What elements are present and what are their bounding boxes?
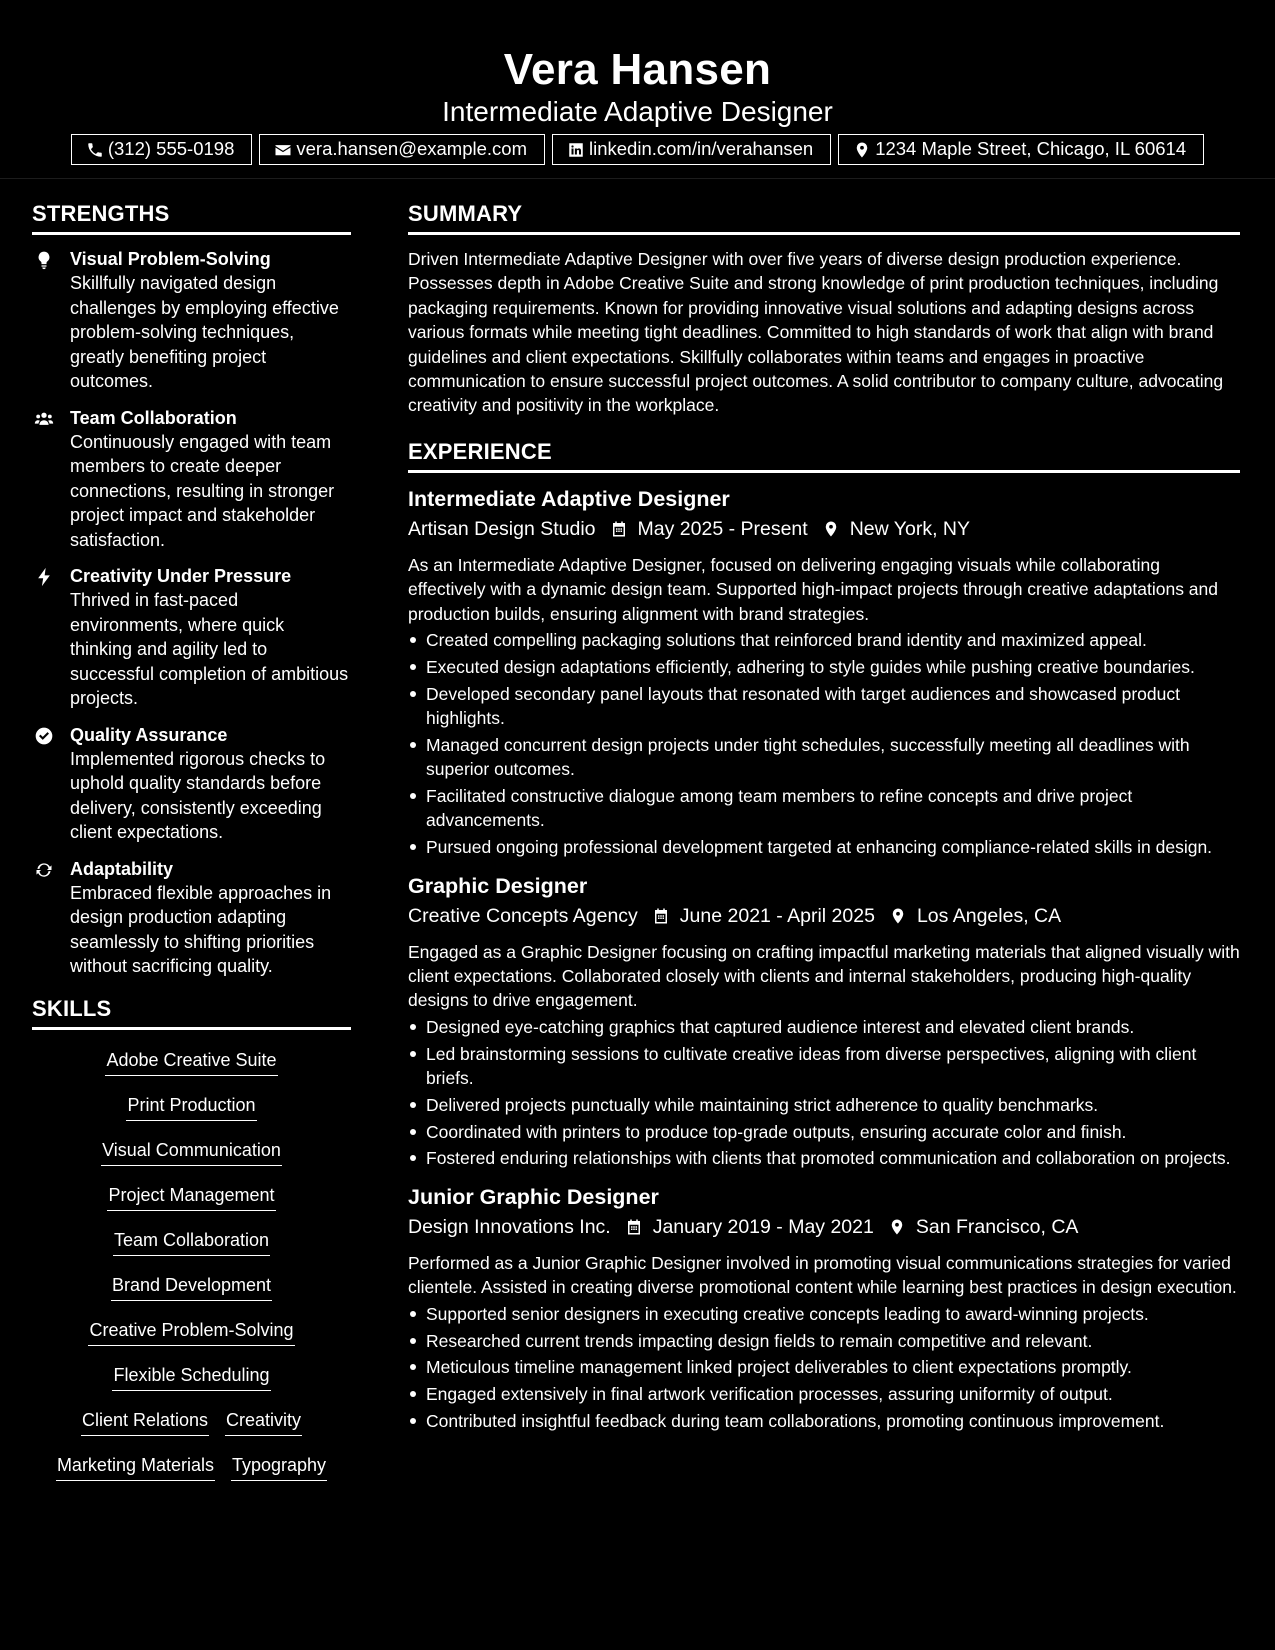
skill-row bbox=[32, 1363, 351, 1408]
map-pin-icon bbox=[888, 1218, 906, 1236]
bullet-item: Created compelling packaging solutions that reinforced brand identity and maximized appeal. bbox=[408, 628, 1240, 652]
strength-body bbox=[70, 247, 351, 394]
bullet-item: Engaged extensively in final artwork verification processes, assuring uniformity of output. bbox=[408, 1382, 1240, 1406]
bullet-item: Developed secondary panel layouts that resonated with target audiences and showcased product highlights. bbox=[408, 682, 1240, 731]
skill-tag: Creativity bbox=[225, 1408, 302, 1436]
skill-tag: Typography bbox=[231, 1453, 327, 1481]
strength-icon-wrap bbox=[32, 723, 70, 845]
experience-list bbox=[408, 485, 1240, 1433]
skill-tag: Adobe Creative Suite bbox=[105, 1048, 277, 1076]
strength-title: Creativity Under Pressure bbox=[70, 566, 292, 586]
map-pin-icon bbox=[889, 907, 907, 925]
map-pin-icon bbox=[822, 520, 840, 538]
strength-desc: Implemented rigorous checks to uphold quality standards before delivery, consistently exceeding client expectations. bbox=[70, 748, 326, 842]
bullet-item: Meticulous timeline management linked project deliverables to client expectations promptly. bbox=[408, 1355, 1240, 1379]
strength-body bbox=[70, 857, 351, 979]
skill-row bbox=[32, 1138, 351, 1183]
map-pin-icon bbox=[853, 141, 871, 159]
skill-row bbox=[32, 1093, 351, 1138]
contact-item[interactable] bbox=[552, 134, 831, 165]
job-entry bbox=[408, 872, 1240, 1171]
strength-item bbox=[32, 247, 351, 394]
job-bullets bbox=[408, 1302, 1240, 1434]
strength-item bbox=[32, 406, 351, 553]
strength-item bbox=[32, 564, 351, 711]
skill-row bbox=[32, 1228, 351, 1273]
job-meta bbox=[408, 513, 1240, 545]
bullet-item: Contributed insightful feedback during team collaborations, promoting continuous improvement. bbox=[408, 1409, 1240, 1433]
job-meta bbox=[408, 900, 1240, 932]
strength-title: Adaptability bbox=[70, 858, 174, 879]
job-company: Design Innovations Inc. bbox=[408, 1215, 611, 1238]
contact-text: vera.hansen@example.com bbox=[296, 138, 527, 160]
bolt-icon bbox=[34, 567, 54, 587]
candidate-name: Vera Hansen bbox=[503, 45, 772, 94]
contact-item[interactable] bbox=[259, 134, 545, 165]
bullet-item: Fostered enduring relationships with clients that promoted communication and collaboration on projects. bbox=[408, 1146, 1240, 1170]
contact-text: 1234 Maple Street, Chicago, IL 60614 bbox=[875, 138, 1187, 160]
skill-row bbox=[32, 1183, 351, 1228]
job-dates: May 2025 - Present bbox=[637, 517, 808, 540]
strength-title: Quality Assurance bbox=[70, 724, 228, 745]
phone-icon bbox=[86, 141, 104, 159]
skill-row bbox=[32, 1048, 351, 1093]
job-bullets bbox=[408, 628, 1240, 860]
bullet-item: Facilitated constructive dialogue among team members to refine concepts and drive project advancements. bbox=[408, 784, 1240, 833]
strengths-heading: STRENGTHS bbox=[32, 198, 351, 235]
lightbulb-icon bbox=[34, 250, 54, 270]
job-entry bbox=[408, 485, 1240, 860]
job-company: Artisan Design Studio bbox=[408, 517, 596, 540]
contact-text: (312) 555-0198 bbox=[107, 138, 235, 160]
bullet-item: Supported senior designers in executing creative concepts leading to award-winning projects. bbox=[408, 1302, 1240, 1326]
strength-icon-wrap bbox=[32, 406, 70, 553]
strength-desc: Skillfully navigated design challenges by employing effective problem-solving techniques, greatly benefiting project outcomes. bbox=[70, 273, 339, 391]
strength-item bbox=[32, 857, 351, 979]
bullet-item: Executed design adaptations efficiently, adhering to style guides while pushing creative boundaries. bbox=[408, 655, 1240, 679]
bullet-item: Designed eye-catching graphics that captured audience interest and elevated client brands. bbox=[408, 1015, 1240, 1039]
strengths-list bbox=[32, 247, 351, 979]
resume-header bbox=[0, 0, 1275, 179]
contact-bar bbox=[0, 134, 1275, 165]
job-location: San Francisco, CA bbox=[915, 1215, 1079, 1238]
strength-body bbox=[70, 406, 351, 553]
skill-tag: Client Relations bbox=[81, 1408, 209, 1436]
skills-list bbox=[32, 1048, 351, 1498]
job-entry bbox=[408, 1183, 1240, 1433]
job-location: New York, NY bbox=[849, 517, 971, 540]
skill-tag: Marketing Materials bbox=[56, 1453, 215, 1481]
skill-tag: Print Production bbox=[126, 1093, 256, 1121]
bullet-item: Delivered projects punctually while maintaining strict adherence to quality benchmarks. bbox=[408, 1093, 1240, 1117]
strength-body bbox=[70, 564, 351, 711]
left-column bbox=[32, 198, 351, 1498]
job-description: Engaged as a Graphic Designer focusing on crafting impactful marketing materials that aligned visually with client expectations. Collaborated closely with clients and internal stakeholders, producing high-quality designs to drive engagement. bbox=[408, 941, 1240, 1011]
skill-row bbox=[32, 1453, 351, 1498]
envelope-icon bbox=[274, 141, 292, 159]
skill-tag: Flexible Scheduling bbox=[112, 1363, 270, 1391]
job-description: Performed as a Junior Graphic Designer involved in promoting visual communications strategies for varied clientele. Assisted in creating diverse promotional content while learning best practices in design execution. bbox=[408, 1252, 1237, 1298]
users-icon bbox=[34, 409, 54, 429]
skill-row bbox=[32, 1318, 351, 1363]
skill-row bbox=[32, 1408, 351, 1453]
strength-icon-wrap bbox=[32, 247, 70, 394]
job-company: Creative Concepts Agency bbox=[408, 904, 638, 927]
summary-text: Driven Intermediate Adaptive Designer with over five years of diverse design production experience. Possesses depth in Adobe Creative Suite and strong knowledge of print production techniques, including packaging requirements. Known for providing innovative visual solutions and adapting designs across various formats while meeting tight deadlines. Committed to high standards of work that align with brand guidelines and client expectations. Skillfully collaborates within teams and engages in proactive communication to ensure successful project outcomes. A solid contributor to company culture, advocating creativity and positivity in the workplace. bbox=[408, 249, 1224, 416]
strength-body bbox=[70, 723, 351, 845]
check-circle-icon bbox=[34, 726, 54, 746]
calendar-icon bbox=[610, 520, 628, 538]
summary-heading: SUMMARY bbox=[408, 198, 1240, 235]
calendar-icon bbox=[625, 1218, 643, 1236]
candidate-title: Intermediate Adaptive Designer bbox=[442, 96, 833, 127]
bullet-item: Pursued ongoing professional development targeted at enhancing compliance-related skills in design. bbox=[408, 835, 1240, 859]
job-title: Junior Graphic Designer bbox=[408, 1184, 659, 1209]
skill-tag: Project Management bbox=[107, 1183, 275, 1211]
skills-heading: SKILLS bbox=[32, 993, 351, 1030]
job-meta bbox=[408, 1211, 1240, 1243]
strength-item bbox=[32, 723, 351, 845]
calendar-icon bbox=[652, 907, 670, 925]
bullet-item: Managed concurrent design projects under tight schedules, successfully meeting all deadlines with superior outcomes. bbox=[408, 733, 1240, 782]
strength-title: Team Collaboration bbox=[70, 407, 237, 428]
skill-tag: Brand Development bbox=[111, 1273, 272, 1301]
job-dates: June 2021 - April 2025 bbox=[679, 904, 875, 927]
strength-desc: Thrived in fast-paced environments, where quick thinking and agility led to successful completion of ambitious projects. bbox=[70, 590, 349, 708]
skill-row bbox=[32, 1273, 351, 1318]
strength-icon-wrap bbox=[32, 857, 70, 979]
strength-desc: Embraced flexible approaches in design production adapting seamlessly to shifting priorities without sacrificing quality. bbox=[70, 882, 332, 976]
skill-tag: Visual Communication bbox=[101, 1138, 282, 1166]
job-location: Los Angeles, CA bbox=[916, 904, 1062, 927]
strength-icon-wrap bbox=[32, 564, 70, 711]
contact-item[interactable] bbox=[71, 134, 253, 165]
strength-desc: Continuously engaged with team members to create deeper connections, resulting in stronger project impact and stakeholder satisfaction. bbox=[70, 431, 335, 550]
skill-tag: Creative Problem-Solving bbox=[88, 1318, 294, 1346]
job-bullets bbox=[408, 1015, 1240, 1171]
strength-title: Visual Problem-Solving bbox=[70, 249, 271, 269]
linkedin-icon bbox=[567, 141, 585, 159]
job-title: Graphic Designer bbox=[408, 873, 588, 898]
job-dates: January 2019 - May 2021 bbox=[652, 1215, 874, 1238]
bullet-item: Researched current trends impacting design fields to remain competitive and relevant. bbox=[408, 1329, 1240, 1353]
job-description: As an Intermediate Adaptive Designer, focused on delivering engaging visuals while collaborating effectively with a dynamic design team. Supported high-impact projects through creative adaptations and production builds, ensuring alignment with brand strategies. bbox=[408, 554, 1218, 624]
bullet-item: Coordinated with printers to produce top-grade outputs, ensuring accurate color and finish. bbox=[408, 1120, 1240, 1144]
sync-icon bbox=[34, 860, 54, 880]
contact-text: linkedin.com/in/verahansen bbox=[589, 138, 814, 160]
job-title: Intermediate Adaptive Designer bbox=[408, 486, 730, 511]
contact-item[interactable] bbox=[838, 134, 1204, 165]
right-column bbox=[408, 198, 1240, 1445]
experience-heading: EXPERIENCE bbox=[408, 436, 1240, 473]
bullet-item: Led brainstorming sessions to cultivate creative ideas from diverse perspectives, aligning with client briefs. bbox=[408, 1042, 1240, 1091]
skill-tag: Team Collaboration bbox=[113, 1228, 270, 1256]
